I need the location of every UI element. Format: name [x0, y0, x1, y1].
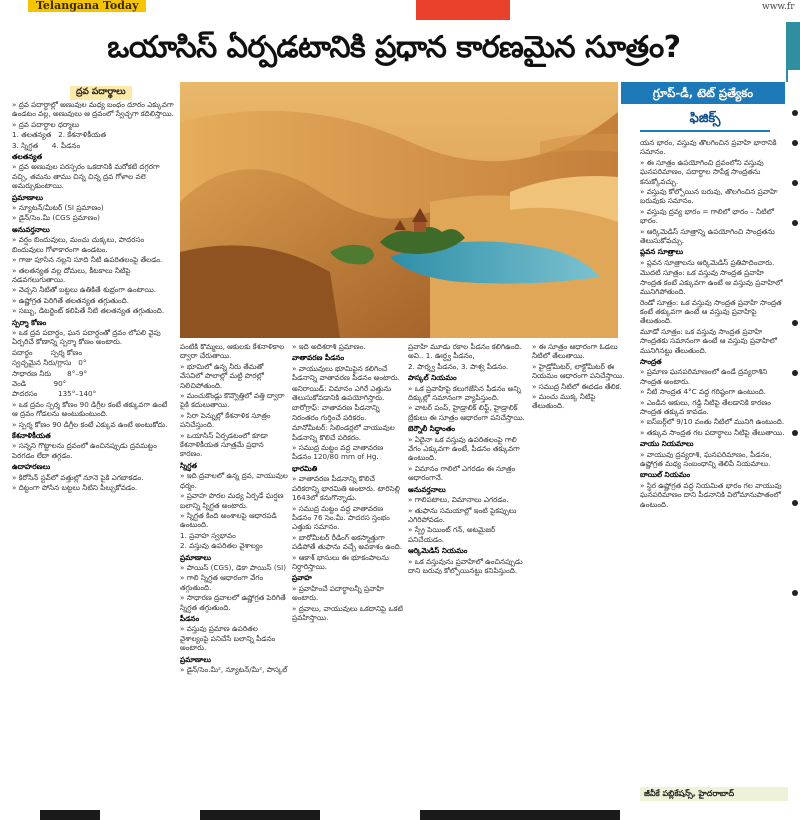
page-title: ఒయాసిస్ ఏర్పడటానికి ప్రధాన కారణమైన సూత్రం?: [107, 30, 681, 65]
oasis-illustration: [180, 82, 618, 338]
brand-logo: [416, 0, 510, 20]
text-column-5: » ఈ సూత్రం ఆధారంగా ఓడలు నీటిలో తేలుతాయి. » హైడ్రోమీటర్, లాక్టోమీటర్ ఈ నియమం ఆధారంగా పనిచేస్తాయి. » సముద్ర నీటిలో ఈదడం తేలిక. » మంచు ముక్క నీటిపై తేలుతుంది.: [532, 342, 628, 802]
byline: జీవీకే పబ్లికేషన్స్, హైదరాబాద్: [640, 787, 790, 801]
category-badge: గ్రూప్-డీ, టెట్ ప్రత్యేకం: [621, 82, 785, 104]
right-margin: [788, 70, 800, 810]
text-column-2: పంటికి కొమ్మలు, ఆకులకు కేశనాళికాల ద్వారా చేరుతాయి. » భూమిలో ఉన్న నీరు తేమతో వేసవిలో పొలాల్లో మట్టి పొరల్లో నిలిచిపోతుంది. » మంచుకొండ్లు కొవ్వొత్తిలో వత్తి ద్వారా పైకి కదులుతాయి. » సిరా పెన్నుల్లో కేశనాళిక సూత్రం పనిచేస్తుంది. » ఒయాసిస్ ఏర్పడటంలో కూడా కేశనాళికీయత సూత్రమే ప్రధాన కారణం. స్నిగ్ధత » ఇది ద్రవాలలో ఉన్న ద్రవ, వాయువుల ధర్మం. » ప్రవాహ పొరల మధ్య ఏర్పడే ఘర్షణ బలాన్ని స్నిగ్ధత అంటారు. » స్నిగ్ధత కింది అంశాలపై ఆధారపడి ఉంటుంది. 1. ప్రవాహ స్వభావం 2. వస్తువు ఉపరితల వైశాల్యం ప్రమాణాలు » పాయిస్ (CGS), డెకా పాయిస్ (SI) » గాలి స్నిగ్ధత ఆధారంగా వేగం తగ్గుతుంది. » సాధారణ ద్రవాలలో ఉష్ణోగ్రత పెరిగితే స్నిగ్ధత తగ్గుతుంది. పీడనం » వస్తువు ప్రమాణ ఉపరితల వైశాల్యంపై పనిచేసే బలాన్ని పీడనం అంటారు. ప్రమాణాలు » డైన్/సెం.మీ², న్యూటన్/మీ², పాస్కల్: [180, 342, 288, 802]
subject-heading: ఫిజిక్స్: [640, 108, 770, 132]
section-label: ద్రవ పదార్థాలు: [70, 86, 132, 100]
top-bar: [0, 0, 800, 22]
text-column-3: » ఇది అదిశరాశి ప్రమాణం. వాతావరణ పీడనం » వాయువులు భూమిపైన కలిగించే పీడనాన్ని వాతావరణ పీడనం అంటారు. అనిరాయిడ్: విమానం ఎగిరే ఎత్తును తెలుసుకోవడానికి ఉపయోగిస్తారు. బారోగ్రాఫ్: వాతావరణ పీడనాన్ని నిరంతరం గుర్తించే పరికరం. మానోమీటర్: సిలిండర్లలో వాయువుల పీడనాన్ని కొలిచే పరికరం. » సముద్ర మట్టం వద్ద వాతావరణ పీడనం 120/80 mm of Hg. భారమితి » వాతావరణ పీడనాన్ని కొలిచే పరికరాన్ని భారమితి అంటారు. టారిసెల్లి 1643లో కనుగొన్నాడు. » సముద్ర మట్టం వద్ద వాతావరణ పీడనం 76 సెం.మీ. పాదరస స్తంభం ఎత్తుకు సమానం. » బారోమీటర్ రీడింగ్ అకస్మాత్తుగా పడిపోతే తుఫాను వచ్చే అవకాశం ఉంది. » ఆకాశ్ భాసులు ఈ భూకంపాలను నిర్ధారిస్తాయి. ప్రవాహ » ప్రవాహించే పదార్థాలన్నీ ప్రవాహి అంటారు. » ద్రవాలు, వాయువులు ఒకదానిపై ఒకటి ప్రవహిస్తాయి.: [292, 342, 404, 802]
masthead: Telangana Today: [28, 0, 146, 12]
oasis-photo: [180, 82, 618, 338]
text-column-6: యన భారం, వస్తువు తొలగించిన ప్రవాహి భారానికి సమానం. » ఈ సూత్రం ఉపయోగించి ద్రవంలోని వస్తువు ఘనపరిమాణం, పదార్థాల సాపేక్ష సాంద్రతను కనుక్కోవచ్చు. » వస్తువు కోల్పోయిన బరువు, తొలగించిన ప్రవాహి బరువుకు సమానం. » వస్తువు ద్రవ్య భారం = గాలిలో భారం – నీటిలో భారం. » ఆర్కిమెడిస్ సూత్రాన్ని ఉపయోగించి సాంద్రతను తెలుసుకోవచ్చు. ప్లవన సూత్రాలు » ప్లవన సూత్రాలను ఆర్కిమెడిస్ ప్రతిపాదించారు. మొదటి సూత్రం: ఒక వస్తువు సాంద్రత ప్రవాహి సాంద్రత కంటే ఎక్కువగా ఉంటే ఆ వస్తువు ప్రవాహిలో మునిగిపోతుంది. రెండో సూత్రం: ఒక వస్తువు సాంద్రత ప్రవాహి సాంద్రత కంటే తక్కువగా ఉంటే ఆ వస్తువు ప్రవాహిపై తేలుతుంది. మూడో సూత్రం: ఒక వస్తువు సాంద్రత ప్రవాహి సాంద్రతకు సమానంగా ఉంటే ఆ వస్తువు ప్రవాహిలో మునిగినట్టు తేలుతుంది. సాంద్రత » ప్రమాణ ఘనపరిమాణంలో ఉండే ద్రవ్యరాశిని సాంద్రత అంటారు. » నీటి సాంద్రత 4°C వద్ద గరిష్ఠంగా ఉంటుంది. » ఎండిన ఆకులు, గడ్డి నీటిపై తేలడానికి కారణం సాంద్రత తక్కువ కావడం. » ఐస్‌బర్గ్‌లో 9/10 వంతు నీటిలో మునిగి ఉంటుంది. » తక్కువ సాంద్రత గల పదార్థాలు నీటిపై తేలుతాయి. వాయు నియమాలు » వాయువు ద్రవ్యరాశి, ఘనపరిమాణం, పీడనం, ఉష్ణోగ్రత మధ్య సంబంధాన్ని తెలిపే నియమాలు. బాయిల్ నియమం » స్థిర ఉష్ణోగ్రత వద్ద నియమిత భారం గల వాయువు ఘనపరిమాణం దాని పీడనానికి విలోమానుపాతంలో ఉంటుంది.: [640, 138, 786, 784]
text-column-1: » ద్రవ పదార్థాల్లో అణువుల మధ్య బంధం దూరం ఎక్కువగా ఉండటం వల్ల, అణువులు ఆ ద్రవంలో స్వేచ్ఛగా కదిలిస్తాయి. » ద్రవ పదార్థాల ధర్మాలు 1. తలతన్యత 2. కేశనాళికీయత 3. స్నిగ్ధత 4. పీడనం తలతన్యత » ద్రవ అణువుల పరస్పరం ఒకదానికి మరోకటి దగ్గరగా వచ్చి, తమను తాము చిన్న చిన్న ద్రవ గోళాల వలె అమర్చుకుంటాయి. ప్రమాణాలు » న్యూటన్/మీటర్ (SI ప్రమాణం) » డైన్/సెం.మీ (CGS ప్రమాణం) అనువర్తనాలు » వర్షం బిందువులు, మంచు చుక్కలు, పాదరసం బిందువులు గోళాకారంగా ఉండటం. » గాజు పూసిన నల్లని సూది నీటి ఉపరితలంపై తేలడం. » తలతన్యత వల్ల దోమలు, కీటకాలు నీటిపై నడవగలుగుతాయి. » వెచ్చని నీటితో బట్టలు ఉతికితే శుభ్రంగా ఉంటాయి. » ఉష్ణోగ్రత పెరిగితే తలతన్యత తగ్గుతుంది. » సబ్బు, డిటర్జెంట్ కలిపితే నీటి తలతన్యత తగ్గుతుంది. స్పర్శా కోణం » ఒక ద్రవ పదార్థం, ఘన పదార్థంతో ద్రవం లోపలి వైపు ఏర్పరిచే కోణాన్ని స్పర్శా కోణం అంటారు. పదార్థం స్పర్శ కోణం స్వచ్ఛమైన నీరు/గ్లాసు 0° సాధారణ నీరు 8°–9° వెండి 90° పాదరసం 135°–140° » ఒక ద్రవం స్పర్శ కోణం 90 డిగ్రీల కంటే తక్కువగా ఉంటే ఆ ద్రవం గోడలను అంటుకుంటుంది. » స్పర్శ కోణం 90 డిగ్రీల కంటే ఎక్కువ ఉంటే అంటుకోదు. కేశనాళికీయత » సన్నని గొట్టాలను ద్రవంలో ఉంచినప్పుడు ద్రవమట్టం పెరగడం లేదా తగ్గడం. ఉదాహరణలు » కిరోసిన్ స్టవ్‌లో వత్తుల్లో నూనె పైకి ఎగబాకడం. » దిట్టంగా పోసిన బట్టలు నీటిని పీల్చుకోవడం.: [12, 100, 174, 800]
next-article-strip: [0, 806, 800, 820]
text-column-4: ప్రవాహి మూడు రకాల పీడనం కలిగిఉంది. అవి.. 1. ఊర్ధ్వ పీడనం, 2. పార్శ్వ పీడనం, 3. పాశ్వ పీడనం. పాస్కల్ నియమం » ఒక ప్రవాహిపై కలుగజేసిన పీడనం అన్ని దిక్కుల్లో సమానంగా వ్యాపిస్తుంది. » వాటర్ పంప్, హైడ్రాలిక్ లిఫ్ట్, హైడ్రాలిక్ బ్రేకులు ఈ సూత్రం ఆధారంగా పనిచేస్తాయి. బెర్నౌలీ సిద్ధాంతం » ఏదైనా ఒక వస్తువు ఉపరితలంపై గాలి వేగం ఎక్కువగా ఉంటే, పీడనం తక్కువగా ఉంటుంది. » విమానం గాలిలో ఎగరడం ఈ సూత్రం ఆధారంగానే. అనువర్తనాలు » గాలిపటాలు, విమానాలు ఎగరడం. » తుఫాను సమయాల్లో ఇంటి పైకప్పులు ఎగిరిపోవడం. » స్ప్రే పెయింట్ గన్, అటమైజర్ పనిచేయడం. ఆర్కిమెడిస్ నియమం » ఒక వస్తువును ప్రవాహిలో ఉంచినప్పుడు దాని బరువు కోల్పోయినట్టు కనిపిస్తుంది.: [408, 342, 528, 802]
site-url: www.fr: [762, 2, 795, 12]
